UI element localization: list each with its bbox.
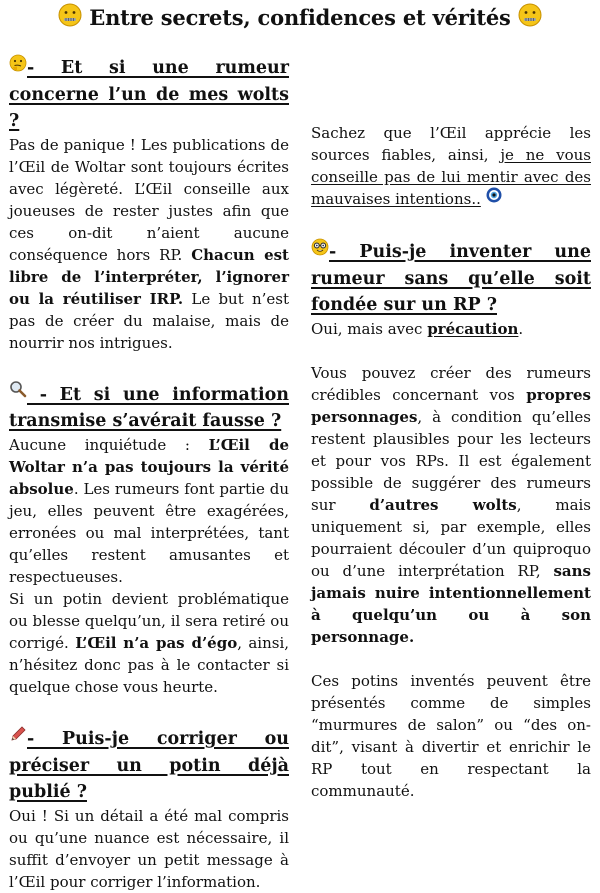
faq-heading-correct-gossip xyxy=(9,726,289,805)
answer-emphasis: L’Œil de Woltar n’a pas toujours la vérité absolue xyxy=(9,436,289,498)
faq-heading-invent-rumor xyxy=(311,239,591,318)
answer-emphasis: L’Œil n’a pas d’égo xyxy=(75,634,238,652)
pencil-icon xyxy=(9,725,27,751)
answer-text: . Les rumeurs font partie du jeu, elles peuvent être exagérées, erronées ou mal interprétées, tant qu’elles restent amusantes et respectueuses. xyxy=(9,480,289,586)
faq-answer xyxy=(311,318,591,340)
answer-text: , à condition qu’elles restent plausibles pour les lecteurs et pour vos RPs. Il est également possible de suggérer des rumeurs sur xyxy=(311,407,591,514)
answer-text: , mais uniquement si, par exemple, elles pourraient découler d’un quiproquo ou d’une interprétation RP, xyxy=(311,495,592,580)
answer-emphasis: propres personnages xyxy=(311,385,591,426)
answer-emphasis: précaution xyxy=(427,319,519,338)
zipper-mouth-face-icon xyxy=(518,3,542,32)
faq-answer xyxy=(9,588,289,698)
answer-text: Pas de panique ! Les publications de l’Œil de Woltar sont toujours écrites avec légèreté. L’Œil conseille aux joueuses de rester justes afin que ces on-dit n’aient aucune conséquence hors RP. xyxy=(9,135,289,264)
faq-answer: Oui ! Si un détail a été mal compris ou qu’une nuance est nécessaire, il suffit d’envoyer un petit message à l’Œil pour corriger l’information. xyxy=(9,806,289,891)
left-column xyxy=(9,55,289,893)
faq-answer: Ces potins inventés peuvent être présentés comme de simples “murmures de salon” ou “des on-dit”, visant à divertir et enrichir le RP tout en respectant la communauté. xyxy=(311,671,591,800)
faq-answer xyxy=(9,434,289,588)
faq-heading-text: - Et si une information transmise s’avérait fausse ? xyxy=(9,384,289,431)
title-text: Entre secrets, confidences et vérités xyxy=(89,5,511,30)
faq-heading-false-information xyxy=(9,382,289,435)
faq-answer xyxy=(311,362,591,648)
thinking-face-icon xyxy=(9,54,27,80)
answer-emphasis: sans jamais nuire intentionnellement à quelqu’un ou à son personnage. xyxy=(311,561,591,646)
answer-emphasis: Chacun est libre de l’interpréter, l’ignorer ou la réutiliser IRP. xyxy=(9,245,289,308)
faq-answer xyxy=(9,134,289,354)
zipper-mouth-face-icon xyxy=(58,3,82,32)
answer-emphasis: d’autres wolts xyxy=(369,495,517,514)
page-title xyxy=(0,5,600,34)
answer-text: Oui, mais avec xyxy=(311,319,428,338)
answer-text: Vous pouvez créer des rumeurs crédibles concernant vos xyxy=(311,363,591,404)
answer-text: , ainsi, n’hésitez donc pas à le contacter si quelque chose vous heurte. xyxy=(9,634,290,696)
faq-heading-rumor-about-my-wolts xyxy=(9,55,289,134)
faq-answer xyxy=(311,122,591,211)
right-column xyxy=(311,53,591,802)
answer-text: Le but n’est pas de créer du malaise, mais de nourrir nos intrigues. xyxy=(9,289,290,352)
answer-underlined: je ne vous conseille pas de lui mentir avec des mauvaises intentions.. xyxy=(311,146,591,208)
magnifying-glass-icon xyxy=(9,380,27,406)
answer-text: Aucune inquiétude : xyxy=(9,436,209,454)
answer-text: Sachez que l’Œil apprécie les sources fiables, ainsi, xyxy=(311,124,591,164)
faq-heading-text: - Puis-je inventer une rumeur sans qu’elle soit fondée sur un RP ? xyxy=(311,242,591,315)
nazar-eye-amulet-icon xyxy=(486,187,502,209)
answer-text: . xyxy=(518,319,524,338)
faq-heading-text: - Puis-je corriger ou préciser un potin déjà publié ? xyxy=(9,729,289,802)
answer-text: Si un potin devient problématique ou blesse quelqu’un, il sera retiré ou corrigé. xyxy=(9,590,289,652)
faq-heading-text: - Et si une rumeur concerne l’un de mes wolts ? xyxy=(9,58,289,131)
nerd-face-icon xyxy=(311,238,329,264)
